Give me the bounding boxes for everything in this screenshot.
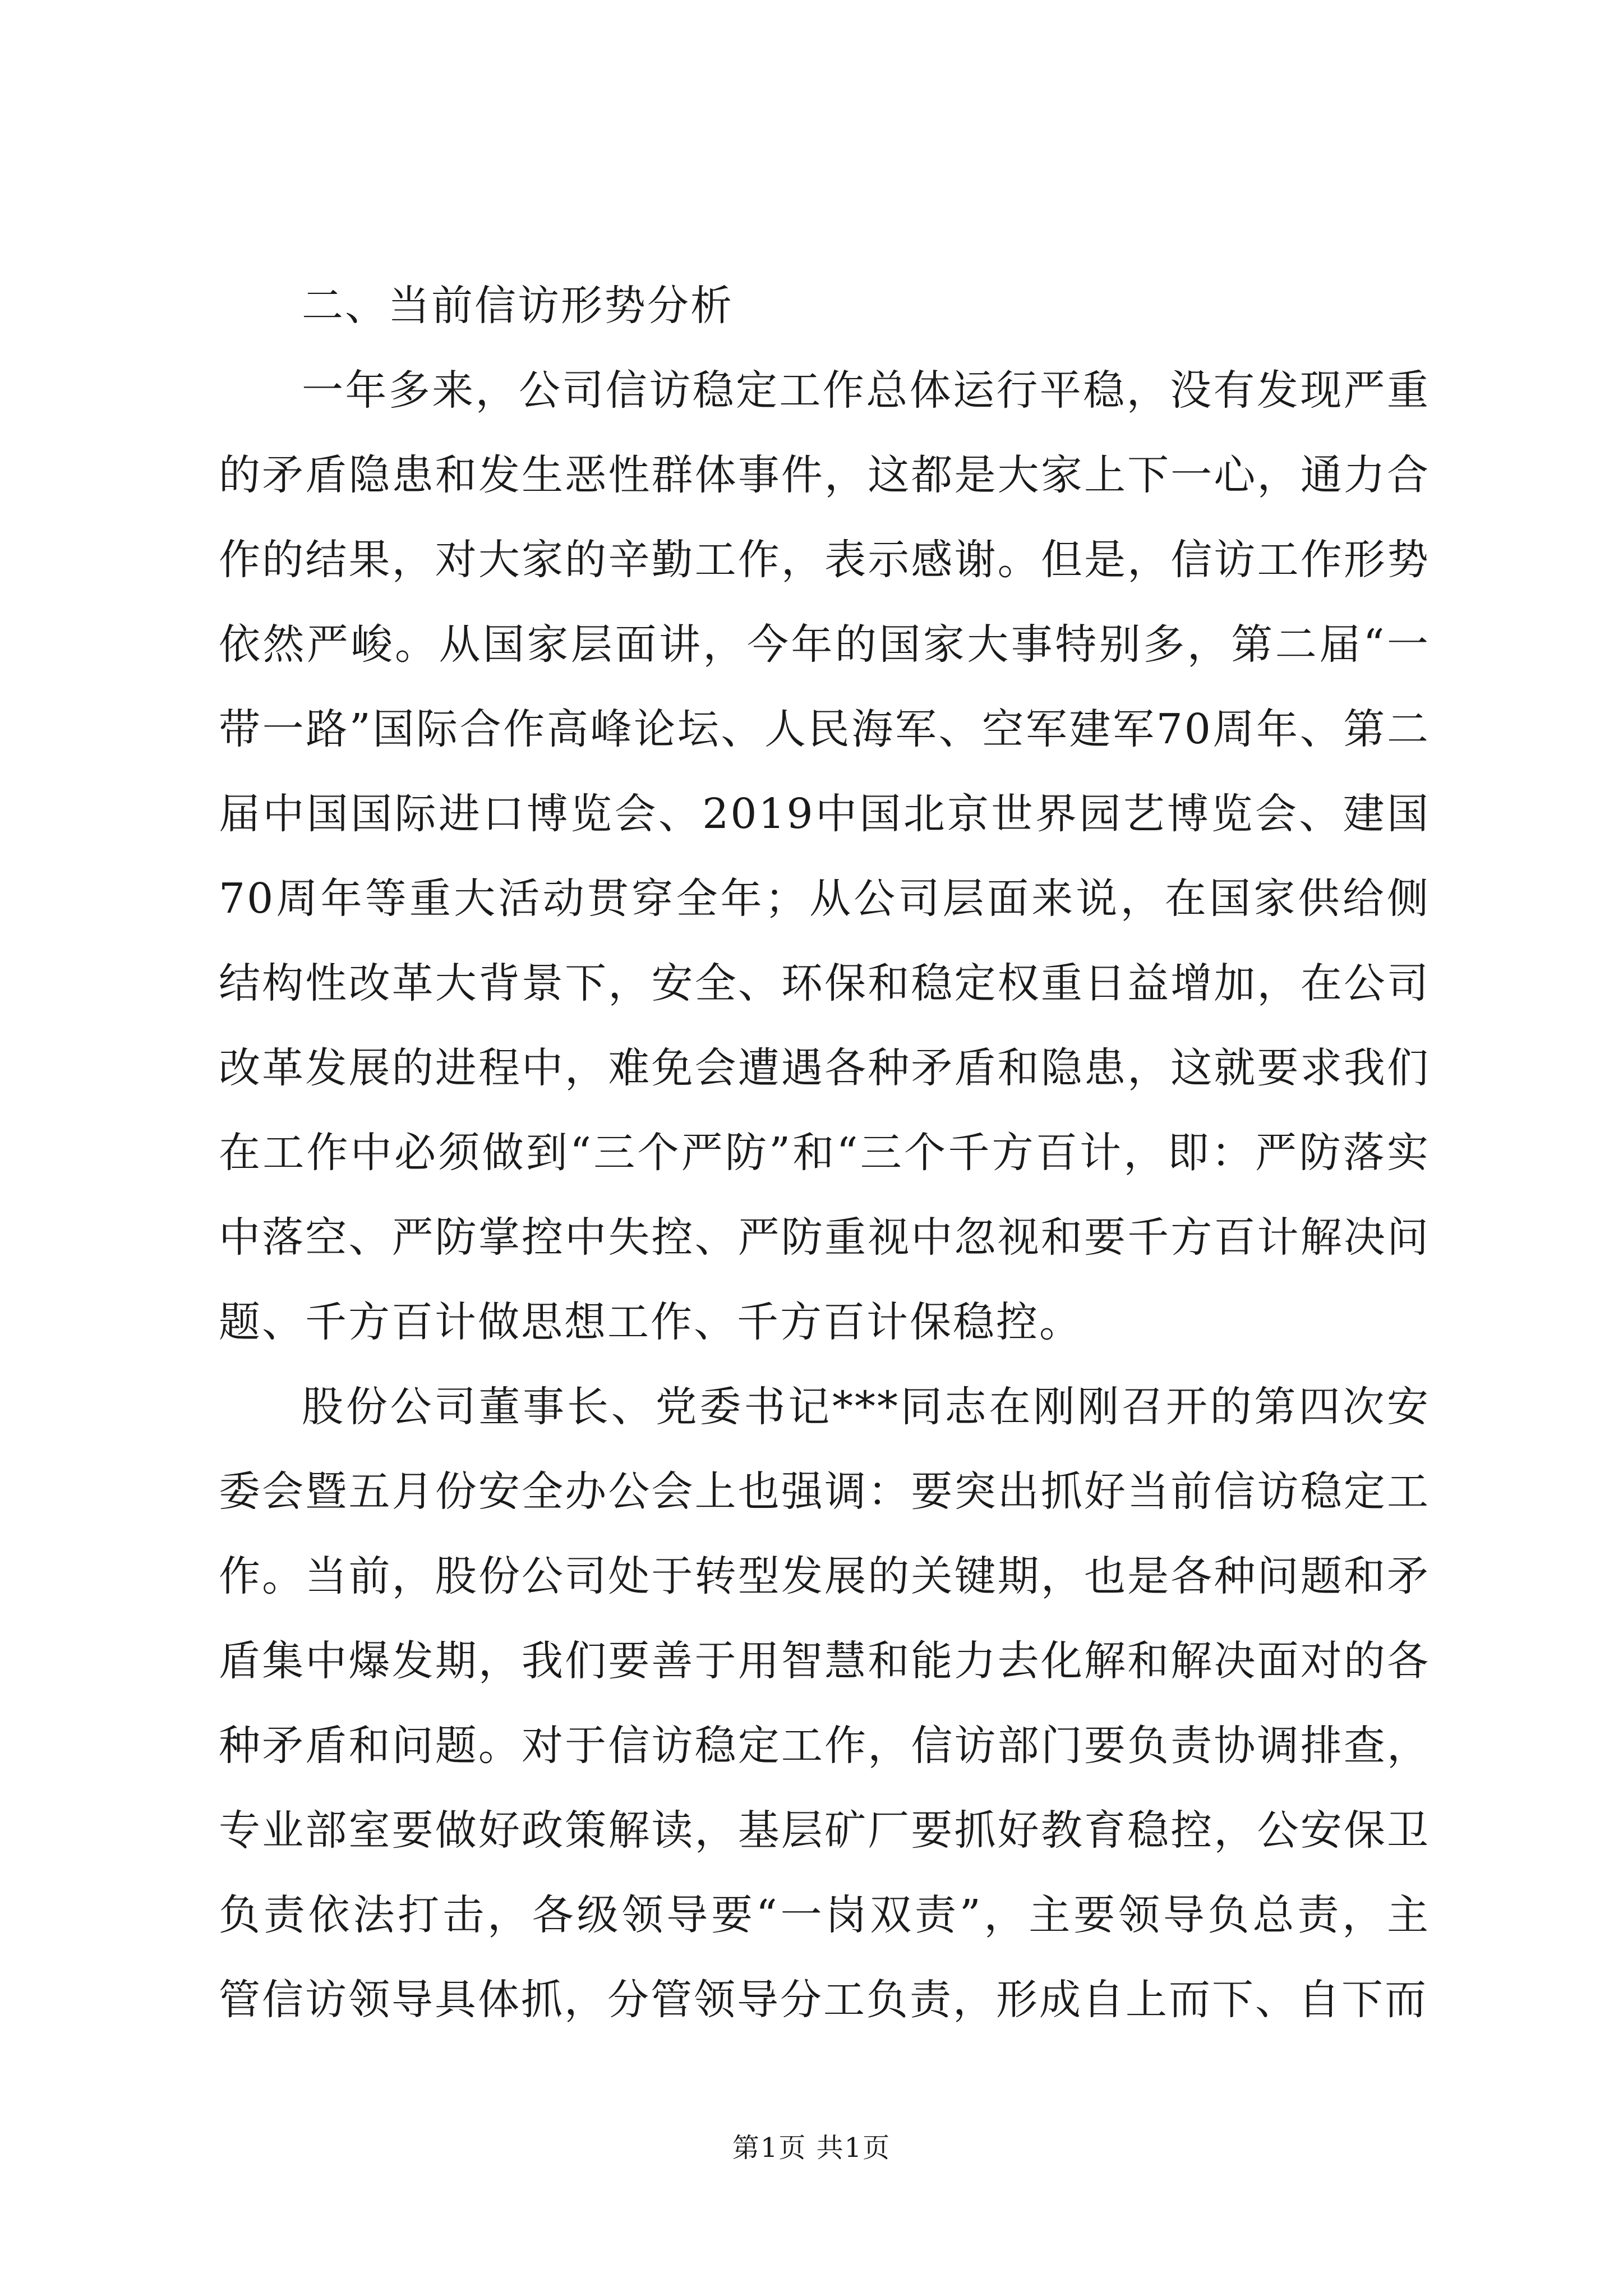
paragraph-2: 股份公司董事长、党委书记***同志在刚刚召开的第四次安委会暨五月份安全办公会上也强调：要突出抓好当前信访稳定工作。当前，股份公司处于转型发展的关键期，也是各种问题和矛盾集中爆发期，我们要善于用智慧和能力去化解和解决面对的各种矛盾和问题。对于信访稳定工作，信访部门要负责协调排查，专业部室要做好政策解读，基层矿厂要抓好教育稳控，公安保卫负责依法打击，各级领导要“一岗双责”，主要领导负总责，主管信访领导具体抓，分管领导分工负责，形成自上而下、自下而 <box>219 1383 1430 2024</box>
section-heading: 二、当前信访形势分析 <box>302 282 734 330</box>
page-footer: 第1页 共1页 <box>732 2132 891 2164</box>
document-body <box>219 264 1430 2042</box>
paragraph-1: 一年多来，公司信访稳定工作总体运行平稳，没有发现严重的矛盾隐患和发生恶性群体事件，这都是大家上下一心，通力合作的结果，对大家的辛勤工作，表示感谢。但是，信访工作形势依然严峻。从国家层面讲，今年的国家大事特别多，第二届“一带一路”国际合作高峰论坛、人民海军、空军建军70周年、第二届中国国际进口博览会、2019中国北京世界园艺博览会、建国70周年等重大活动贯穿全年；从公司层面来说，在国家供给侧结构性改革大背景下，安全、环保和稳定权重日益增加，在公司改革发展的进程中，难免会遭遇各种矛盾和隐患，这就要求我们在工作中必须做到“三个严防”和“三个千方百计，即：严防落实中落空、严防掌控中失控、严防重视中忽视和要千方百计解决问题、千方百计做思想工作、千方百计保稳控。 <box>219 366 1430 1346</box>
